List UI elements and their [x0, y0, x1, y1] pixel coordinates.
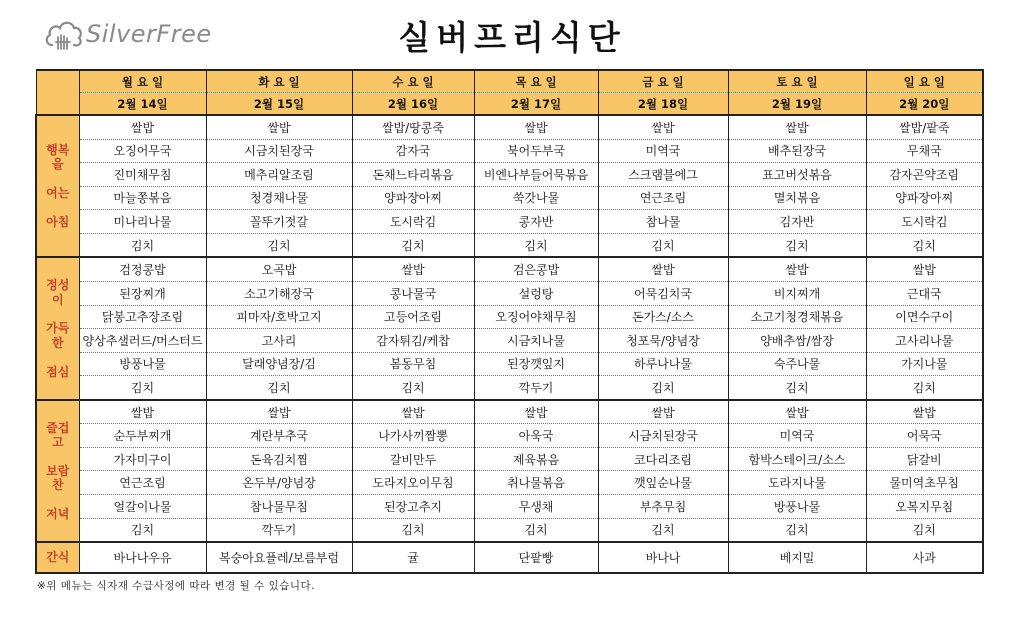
menu-item-cell: 쌀밥 [206, 400, 352, 424]
menu-item-cell: 쌀밥 [206, 115, 352, 139]
menu-item-cell: 오곡밥 [206, 257, 352, 281]
menu-item-cell: 쌀밥/땅콩죽 [352, 115, 474, 139]
menu-item-cell: 쌀밥 [598, 257, 728, 281]
menu-item-cell: 계란부추국 [206, 424, 352, 448]
menu-item-cell: 된장고추지 [352, 494, 474, 518]
table-row [36, 115, 983, 139]
day-header: 일 요 일 [866, 70, 983, 93]
table-row [36, 305, 983, 329]
notice-text: ※위 메뉴는 식자재 수급사정에 따라 변경 될 수 있습니다. [37, 580, 315, 592]
menu-item-cell: 된장찌개 [79, 281, 206, 305]
menu-item-cell: 멸치볶음 [728, 186, 866, 210]
menu-item-cell: 쌀밥 [474, 115, 598, 139]
menu-item-cell: 깻잎순나물 [598, 471, 728, 495]
menu-item-cell: 바나나우유 [79, 542, 206, 573]
table-row [36, 210, 983, 234]
menu-item-cell: 사과 [866, 542, 983, 573]
menu-item-cell: 달래양념장/김 [206, 352, 352, 376]
menu-item-cell: 김치 [352, 518, 474, 542]
weekly-menu-table [35, 69, 984, 574]
page-title: 실버프리식단 [398, 18, 626, 57]
menu-item-cell: 배추된장국 [728, 139, 866, 163]
menu-item-cell: 양배추쌈/쌈장 [728, 329, 866, 353]
menu-item-cell: 쑥갓나물 [474, 186, 598, 210]
table-row [36, 447, 983, 471]
menu-item-cell: 오복지무침 [866, 494, 983, 518]
day-header: 목 요 일 [474, 70, 598, 93]
menu-item-cell: 아욱국 [474, 424, 598, 448]
menu-item-cell: 연근조림 [79, 471, 206, 495]
menu-item-cell: 비지찌개 [728, 281, 866, 305]
menu-item-cell: 쌀밥 [866, 257, 983, 281]
menu-item-cell: 쌀밥 [474, 400, 598, 424]
menu-item-cell: 얼갈이나물 [79, 494, 206, 518]
menu-item-cell: 취나물볶음 [474, 471, 598, 495]
menu-item-cell: 함박스테이크/소스 [728, 447, 866, 471]
menu-item-cell: 오징어무국 [79, 139, 206, 163]
menu-item-cell: 가자미구이 [79, 447, 206, 471]
menu-item-cell: 쌀밥 [728, 400, 866, 424]
menu-item-cell: 미역국 [728, 424, 866, 448]
menu-item-cell: 설렁탕 [474, 281, 598, 305]
menu-item-cell: 부추무침 [598, 494, 728, 518]
menu-item-cell: 감자튀김/케찹 [352, 329, 474, 353]
menu-item-cell: 김치 [598, 233, 728, 257]
table-row [36, 471, 983, 495]
day-header: 월 요 일 [79, 70, 206, 93]
menu-item-cell: 무생채 [474, 494, 598, 518]
menu-item-cell: 쌀밥 [352, 257, 474, 281]
date-header: 2월 17일 [474, 93, 598, 116]
menu-item-cell: 쌀밥 [866, 400, 983, 424]
menu-item-cell: 오징어야채무침 [474, 305, 598, 329]
menu-item-cell: 김자반 [728, 210, 866, 234]
table-row [36, 163, 983, 187]
day-header: 금 요 일 [598, 70, 728, 93]
menu-item-cell: 복숭아요플레/보름부럼 [206, 542, 352, 573]
table-row [36, 400, 983, 424]
menu-item-cell: 방풍나물 [79, 352, 206, 376]
menu-item-cell: 검은콩밥 [474, 257, 598, 281]
menu-item-cell: 고사리나물 [866, 329, 983, 353]
menu-item-cell: 깍두기 [474, 376, 598, 400]
menu-item-cell: 된장깻잎지 [474, 352, 598, 376]
menu-item-cell: 김치 [728, 518, 866, 542]
menu-item-cell: 방풍나물 [728, 494, 866, 518]
menu-item-cell: 김치 [79, 233, 206, 257]
menu-item-cell: 도시락김 [352, 210, 474, 234]
day-header: 수 요 일 [352, 70, 474, 93]
date-header: 2월 15일 [206, 93, 352, 116]
menu-item-cell: 비엔나부들어묵볶음 [474, 163, 598, 187]
menu-item-cell: 깍두기 [206, 518, 352, 542]
menu-item-cell: 근대국 [866, 281, 983, 305]
menu-item-cell: 감자곤약조림 [866, 163, 983, 187]
day-header: 화 요 일 [206, 70, 352, 93]
table-row [36, 376, 983, 400]
menu-item-cell: 바나나 [598, 542, 728, 573]
menu-item-cell: 청경채나물 [206, 186, 352, 210]
table-row [36, 542, 983, 573]
menu-item-cell: 쌀밥 [79, 115, 206, 139]
day-header: 토 요 일 [728, 70, 866, 93]
menu-item-cell: 참나물 [598, 210, 728, 234]
menu-item-cell: 양파장아찌 [352, 186, 474, 210]
table-row [36, 424, 983, 448]
menu-item-cell: 진미채무침 [79, 163, 206, 187]
menu-item-cell: 피마자/호박고지 [206, 305, 352, 329]
table-row [36, 352, 983, 376]
menu-item-cell: 김치 [352, 376, 474, 400]
menu-item-cell: 콩자반 [474, 210, 598, 234]
menu-item-cell: 쌀밥 [728, 115, 866, 139]
meal-section-text: 행복 을 여는 아침 [46, 143, 70, 229]
logo-text: SilverFree [86, 20, 212, 48]
menu-item-cell: 김치 [474, 233, 598, 257]
meal-section-text: 정성 이 가득 한 점심 [46, 278, 70, 379]
menu-item-cell: 닭봉고추장조림 [79, 305, 206, 329]
menu-item-cell: 갈비만두 [352, 447, 474, 471]
table-row [36, 329, 983, 353]
menu-item-cell: 청포묵/양념장 [598, 329, 728, 353]
menu-item-cell: 김치 [474, 518, 598, 542]
table-row [36, 233, 983, 257]
menu-item-cell: 김치 [866, 518, 983, 542]
date-header: 2월 14일 [79, 93, 206, 116]
menu-item-cell: 김치 [866, 376, 983, 400]
menu-item-cell: 어묵국 [866, 424, 983, 448]
menu-item-cell: 마늘쫑볶음 [79, 186, 206, 210]
menu-item-cell: 김치 [728, 233, 866, 257]
menu-item-cell: 온두부/양념장 [206, 471, 352, 495]
menu-item-cell: 시금치된장국 [206, 139, 352, 163]
menu-item-cell: 쌀밥 [598, 115, 728, 139]
menu-item-cell: 가지나물 [866, 352, 983, 376]
menu-item-cell: 참나물무침 [206, 494, 352, 518]
menu-item-cell: 콩나물국 [352, 281, 474, 305]
menu-item-cell: 돈육김치찜 [206, 447, 352, 471]
menu-item-cell: 순두부찌개 [79, 424, 206, 448]
menu-item-cell: 제육볶음 [474, 447, 598, 471]
menu-item-cell: 표고버섯볶음 [728, 163, 866, 187]
menu-item-cell: 고사리 [206, 329, 352, 353]
menu-item-cell: 김치 [79, 376, 206, 400]
menu-item-cell: 연근조림 [598, 186, 728, 210]
menu-item-cell: 봄동무침 [352, 352, 474, 376]
menu-item-cell: 돈가스/소스 [598, 305, 728, 329]
table-row [36, 139, 983, 163]
menu-item-cell: 코다리조림 [598, 447, 728, 471]
menu-item-cell: 소고기청경채볶음 [728, 305, 866, 329]
menu-item-cell: 이면수구이 [866, 305, 983, 329]
header-corner [36, 70, 79, 115]
menu-item-cell: 돈채느타리볶음 [352, 163, 474, 187]
menu-item-cell: 도시락김 [866, 210, 983, 234]
meal-section-label [36, 542, 79, 573]
menu-item-cell: 고등어조림 [352, 305, 474, 329]
menu-item-cell: 하루나나물 [598, 352, 728, 376]
table-row [36, 257, 983, 281]
menu-item-cell: 미역국 [598, 139, 728, 163]
date-header: 2월 19일 [728, 93, 866, 116]
meal-section-text: 간식 [46, 550, 70, 565]
date-header: 2월 20일 [866, 93, 983, 116]
menu-item-cell: 베지밀 [728, 542, 866, 573]
menu-item-cell: 무채국 [866, 139, 983, 163]
menu-item-cell: 도라지나물 [728, 471, 866, 495]
menu-item-cell: 쌀밥 [79, 400, 206, 424]
menu-item-cell: 도라지오이무침 [352, 471, 474, 495]
menu-item-cell: 메추리알조림 [206, 163, 352, 187]
menu-item-cell: 쌀밥/팥죽 [866, 115, 983, 139]
menu-item-cell: 시금치된장국 [598, 424, 728, 448]
menu-item-cell: 쌀밥 [728, 257, 866, 281]
menu-item-cell: 소고기해장국 [206, 281, 352, 305]
date-header: 2월 18일 [598, 93, 728, 116]
meal-section-label [36, 115, 79, 257]
menu-item-cell: 검정콩밥 [79, 257, 206, 281]
menu-item-cell: 시금치나물 [474, 329, 598, 353]
table-row [36, 494, 983, 518]
menu-item-cell: 감자국 [352, 139, 474, 163]
menu-item-cell: 나가사끼짬뽕 [352, 424, 474, 448]
meal-section-text: 즐겁 고 보람 찬 저녁 [46, 420, 70, 521]
menu-item-cell: 물미역초무침 [866, 471, 983, 495]
menu-item-cell: 어묵김치국 [598, 281, 728, 305]
table-row [36, 518, 983, 542]
menu-item-cell: 스크램블에그 [598, 163, 728, 187]
menu-item-cell: 양파장아찌 [866, 186, 983, 210]
menu-item-cell: 숙주나물 [728, 352, 866, 376]
menu-item-cell: 김치 [79, 518, 206, 542]
table-row [36, 281, 983, 305]
menu-item-cell: 닭갈비 [866, 447, 983, 471]
menu-item-cell: 꼴뚜기젓갈 [206, 210, 352, 234]
menu-item-cell: 미나리나물 [79, 210, 206, 234]
menu-item-cell: 쌀밥 [598, 400, 728, 424]
menu-item-cell: 단팥빵 [474, 542, 598, 573]
menu-item-cell: 김치 [352, 233, 474, 257]
menu-item-cell: 김치 [728, 376, 866, 400]
menu-item-cell: 김치 [206, 376, 352, 400]
menu-item-cell: 김치 [206, 233, 352, 257]
menu-item-cell: 김치 [598, 376, 728, 400]
meal-section-label [36, 400, 79, 542]
menu-item-cell: 쌀밥 [352, 400, 474, 424]
menu-item-cell: 양상추샐러드/머스터드 [79, 329, 206, 353]
menu-item-cell: 북어두부국 [474, 139, 598, 163]
menu-item-cell: 김치 [598, 518, 728, 542]
meal-section-label [36, 257, 79, 399]
menu-item-cell: 귤 [352, 542, 474, 573]
menu-item-cell: 김치 [866, 233, 983, 257]
table-row [36, 186, 983, 210]
date-header: 2월 16일 [352, 93, 474, 116]
